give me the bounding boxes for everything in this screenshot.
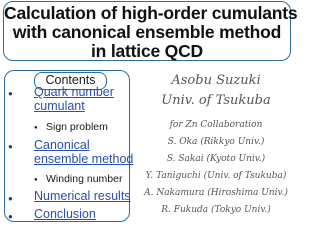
toc-item-conclusion[interactable]: Conclusion [34,207,96,221]
title-line-1: Calculation of high-order cumulants [4,3,298,23]
bullet-icon: ● [8,89,13,98]
toc-item-numerical-results[interactable]: Numerical results [34,189,131,203]
collaboration-member: S. Oka (Rikkyo Univ.) [167,137,265,147]
collaboration-member: R. Fukuda (Tokyo Univ.) [161,205,271,215]
collaboration-header: for Zn Collaboration [169,120,263,130]
toc-item-canonical-line2[interactable]: ensemble method [34,152,134,166]
bullet-icon: ● [8,194,13,203]
bullet-icon: ● [8,212,13,221]
toc-item-canonical-line1[interactable]: Canonical [34,138,90,152]
toc-subitem-winding-number: Winding number [46,173,123,185]
collaboration-member: S. Sakai (Kyoto Univ.) [166,154,266,164]
toc-item-quark-number-line2[interactable]: cumulant [34,99,85,113]
toc-item-quark-number-line1[interactable]: Quark number [34,85,114,99]
toc-subitem-sign-problem: Sign problem [46,121,108,133]
sub-bullet-icon: ● [34,125,38,131]
bullet-icon: ● [8,142,13,151]
author-affiliation: Univ. of Tsukuba [161,93,271,108]
title-box [3,1,298,61]
collaboration-member: A. Nakamura (Hiroshima Univ.) [144,188,288,198]
collaboration-member: Y. Taniguchi (Univ. of Tsukuba) [145,171,287,181]
contents-label: Contents [34,72,107,90]
title-line-2: with canonical ensemble method [12,22,282,42]
title-line-3: in lattice QCD [91,41,203,61]
sub-bullet-icon: ● [34,177,38,183]
author-name: Asobu Suzuki [171,73,261,88]
